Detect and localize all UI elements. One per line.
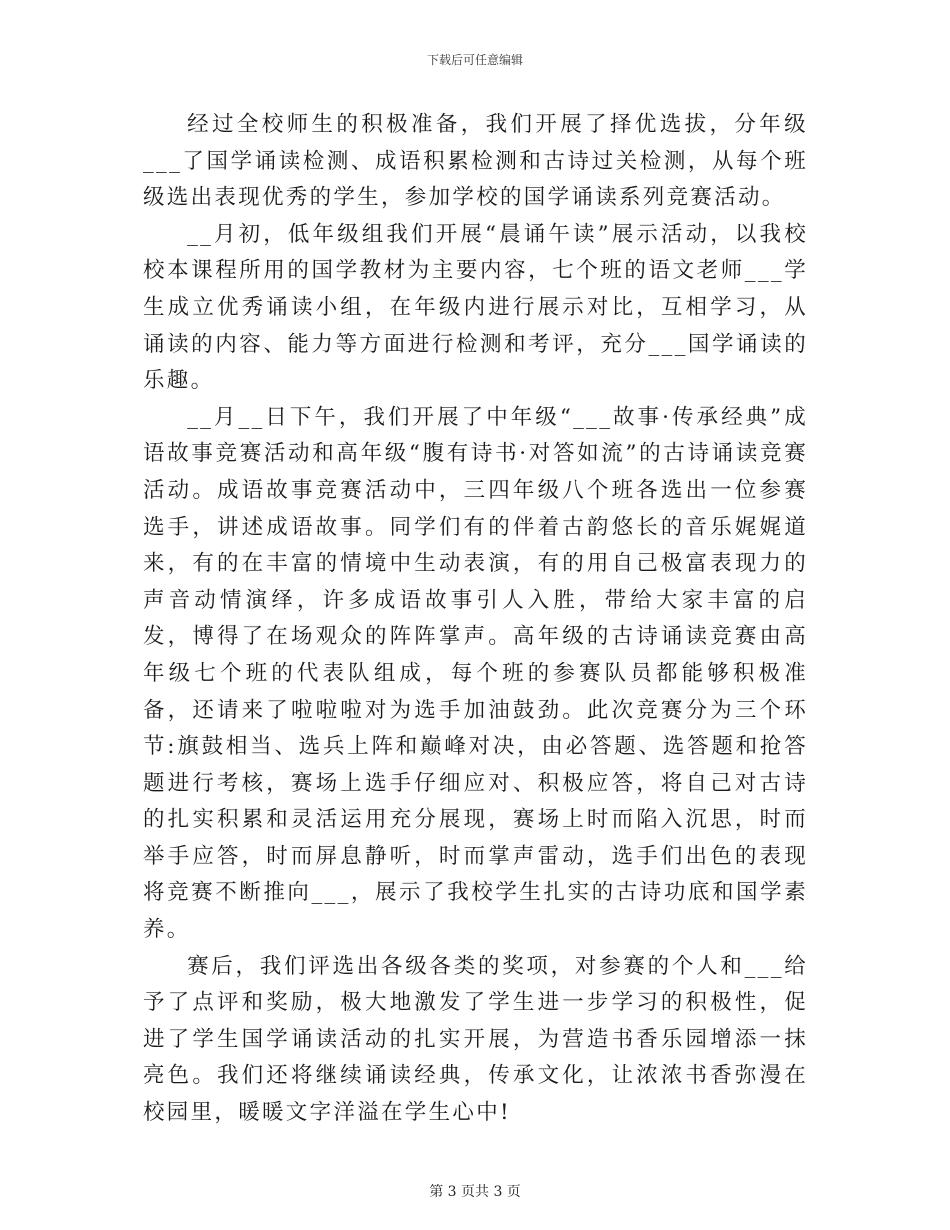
paragraph-competition: __月__日下午，我们开展了中年级“___故事·传承经典”成语故事竞赛活动和高年级“腹有诗书·对答如流”的古诗诵读竞赛活动。成语故事竞赛活动中，三四年级八个班各选出一位参赛选手，讲述成语故事。同学们有的伴着古韵悠长的音乐娓娓道来，有的在丰富的情境中生动表演，有的用自己极富表现力的声音动情演绎，许多成语故事引人入胜，带给大家丰富的启发，博得了在场观众的阵阵掌声。高年级的古诗诵读竞赛由高年级七个班的代表队组成，每个班的参赛队员都能够积极准备，还请来了啦啦啦对为选手加油鼓劲。此次竞赛分为三个环节:旗鼓相当、选兵上阵和巅峰对决，由必答题、选答题和抢答题进行考核，赛场上选手仔细应对、积极应答，将自己对古诗的扎实积累和灵活运用充分展现，赛场上时而陷入沉思，时而举手应答，时而屏息静听，时而掌声雷动，选手们出色的表现将竞赛不断推向___，展示了我校学生扎实的古诗功底和国学素养。 xyxy=(143,404,808,943)
paragraph-awards: 赛后，我们评选出各级各类的奖项，对参赛的个人和___给予了点评和奖励，极大地激发了学生进一步学习的积极性，促进了学生国学诵读活动的扎实开展，为营造书香乐园增添一抹亮色。我们还将继续诵读经典，传承文化，让浓浓书香弥漫在校园里，暖暖文字洋溢在学生心中! xyxy=(143,953,808,1126)
page-header: 下载后可任意编辑 xyxy=(426,53,523,67)
paragraph-selection: 经过全校师生的积极准备，我们开展了择优选拔，分年级___了国学诵读检测、成语积累检测和古诗过关检测，从每个班级选出表现优秀的学生，参加学校的国学诵读系列竞赛活动。 xyxy=(143,112,808,211)
document-body xyxy=(143,107,808,1132)
page-number-footer: 第 3 页共 3 页 xyxy=(429,1184,521,1200)
paragraph-morning-reading: __月初，低年级组我们开展“晨诵午读”展示活动，以我校校本课程所用的国学教材为主要内容，七个班的语文老师___学生成立优秀诵读小组，在年级内进行展示对比，互相学习，从诵读的内容、能力等方面进行检测和考评，充分___国学诵读的乐趣。 xyxy=(143,221,808,394)
